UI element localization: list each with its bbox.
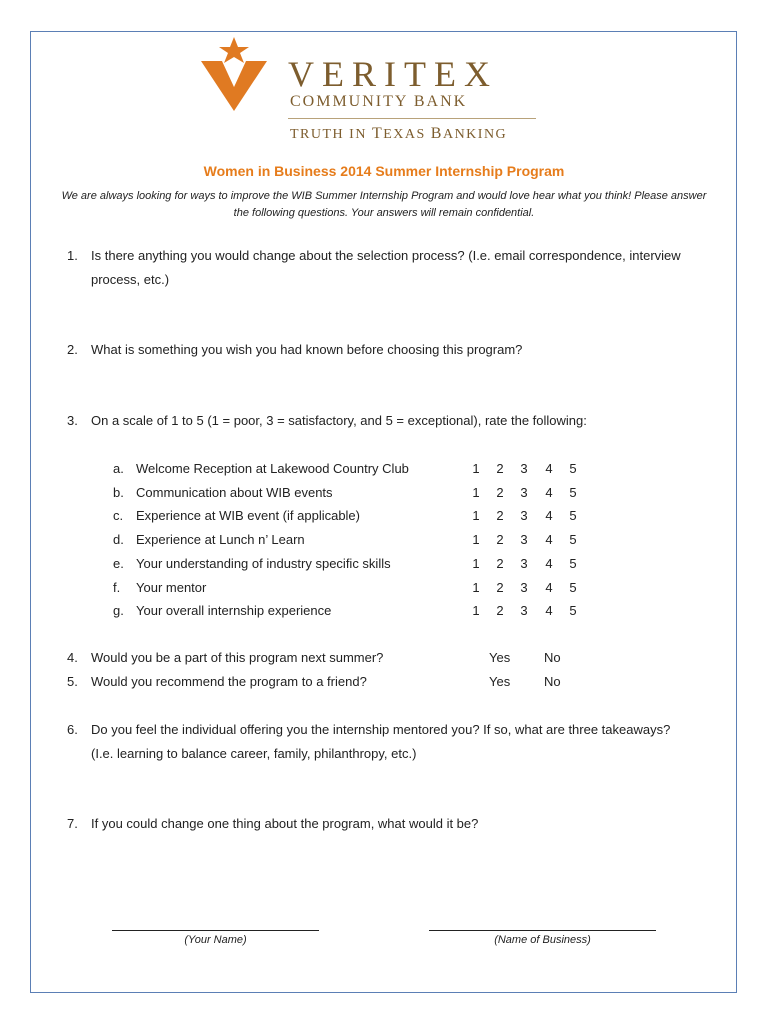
question-1-line-2: process, etc.) — [91, 272, 170, 287]
question-5-yes[interactable]: Yes — [489, 674, 511, 689]
rating-option-1[interactable]: 1 — [472, 532, 480, 548]
logo-subtitle: COMMUNITY BANK — [290, 93, 468, 110]
rating-option-1[interactable]: 1 — [472, 579, 480, 595]
rating-item-letter: c. — [113, 508, 124, 524]
rating-item-label: Your mentor — [136, 579, 207, 595]
rating-option-5[interactable]: 5 — [569, 603, 577, 619]
question-5-number: 5. — [67, 674, 78, 689]
rating-option-5[interactable]: 5 — [569, 484, 577, 500]
rating-option-5[interactable]: 5 — [569, 508, 577, 524]
form-title: Women in Business 2014 Summer Internship Program — [203, 163, 565, 179]
question-6-text — [91, 718, 731, 766]
rating-item-label: Experience at Lunch n’ Learn — [136, 532, 305, 548]
question-3-number: 3. — [67, 413, 78, 428]
question-4-text: Would you be a part of this program next summer? — [91, 650, 384, 665]
rating-item-letter: d. — [113, 532, 124, 548]
rating-option-2[interactable]: 2 — [496, 532, 504, 548]
rating-option-4[interactable]: 4 — [545, 532, 553, 548]
rating-option-2[interactable]: 2 — [496, 461, 504, 476]
question-2-number: 2. — [67, 342, 78, 357]
question-7-text: If you could change one thing about the program, what would it be? — [91, 816, 479, 831]
question-5-text: Would you recommend the program to a friend? — [91, 674, 367, 689]
question-7-number: 7. — [67, 816, 78, 831]
question-1-line-1: Is there anything you would change about the selection process? (I.e. email correspondence, interview — [91, 248, 681, 263]
rating-option-4[interactable]: 4 — [545, 461, 553, 476]
question-4-no[interactable]: No — [544, 650, 561, 665]
rating-option-5[interactable]: 5 — [569, 532, 577, 548]
intro-line-1: We are always looking for ways to improve the WIB Summer Internship Program and would love hear what you think! Please answer — [61, 190, 707, 202]
question-2-text: What is something you wish you had known before choosing this program? — [91, 342, 523, 357]
rating-option-3[interactable]: 3 — [520, 484, 528, 500]
rating-item-letter: g. — [113, 603, 124, 619]
rating-option-5[interactable]: 5 — [569, 555, 577, 571]
rating-option-1[interactable]: 1 — [472, 461, 480, 476]
logo-divider — [288, 118, 536, 119]
rating-option-3[interactable]: 3 — [520, 555, 528, 571]
rating-item-label: Experience at WIB event (if applicable) — [136, 508, 360, 524]
rating-option-3[interactable]: 3 — [520, 579, 528, 595]
question-6-number: 6. — [67, 722, 78, 737]
question-4-number: 4. — [67, 650, 78, 665]
rating-option-4[interactable]: 4 — [545, 508, 553, 524]
rating-option-1[interactable]: 1 — [472, 603, 480, 619]
form-intro — [44, 188, 724, 222]
rating-option-4[interactable]: 4 — [545, 484, 553, 500]
rating-option-3[interactable]: 3 — [520, 603, 528, 619]
question-1-number: 1. — [67, 248, 78, 263]
rating-option-3[interactable]: 3 — [520, 461, 528, 476]
rating-option-3[interactable]: 3 — [520, 508, 528, 524]
question-6-line-2: (I.e. learning to balance career, family, philanthropy, etc.) — [91, 746, 417, 761]
business-signature-line[interactable] — [429, 930, 656, 931]
rating-item-letter: f. — [113, 579, 121, 595]
question-4-yes[interactable]: Yes — [489, 650, 511, 665]
question-1-text — [91, 244, 731, 292]
rating-option-3[interactable]: 3 — [520, 532, 528, 548]
question-3-text: On a scale of 1 to 5 (1 = poor, 3 = satisfactory, and 5 = exceptional), rate the following: — [91, 413, 587, 428]
name-caption: (Your Name) — [184, 934, 247, 946]
rating-option-4[interactable]: 4 — [545, 555, 553, 571]
rating-option-5[interactable]: 5 — [569, 461, 577, 476]
rating-option-4[interactable]: 4 — [545, 603, 553, 619]
rating-item-letter: b. — [113, 484, 124, 500]
logo-brand: VERITEX — [288, 54, 498, 94]
intro-line-2: the following questions. Your answers will remain confidential. — [233, 207, 535, 219]
question-5-no[interactable]: No — [544, 674, 561, 689]
name-signature-line[interactable] — [112, 930, 319, 931]
rating-item-letter: e. — [113, 555, 124, 571]
question-6-line-1: Do you feel the individual offering you the internship mentored you? If so, what are three takeaways? — [91, 722, 671, 737]
rating-option-5[interactable]: 5 — [569, 579, 577, 595]
rating-option-2[interactable]: 2 — [496, 579, 504, 595]
business-caption: (Name of Business) — [494, 934, 591, 946]
rating-item-label: Welcome Reception at Lakewood Country Club — [136, 461, 409, 476]
rating-item-label: Communication about WIB events — [136, 484, 333, 500]
rating-option-1[interactable]: 1 — [472, 484, 480, 500]
rating-option-2[interactable]: 2 — [496, 555, 504, 571]
veritex-v-star-icon — [198, 35, 278, 115]
rating-option-2[interactable]: 2 — [496, 603, 504, 619]
rating-item-label: Your overall internship experience — [136, 603, 332, 619]
logo-tagline: TRUTH IN TEXAS BANKING — [290, 125, 508, 142]
rating-option-2[interactable]: 2 — [496, 484, 504, 500]
rating-option-1[interactable]: 1 — [472, 508, 480, 524]
veritex-logo — [196, 33, 541, 143]
rating-item-label: Your understanding of industry specific skills — [136, 555, 391, 571]
rating-option-2[interactable]: 2 — [496, 508, 504, 524]
rating-item-letter: a. — [113, 461, 124, 476]
rating-option-1[interactable]: 1 — [472, 555, 480, 571]
rating-option-4[interactable]: 4 — [545, 579, 553, 595]
